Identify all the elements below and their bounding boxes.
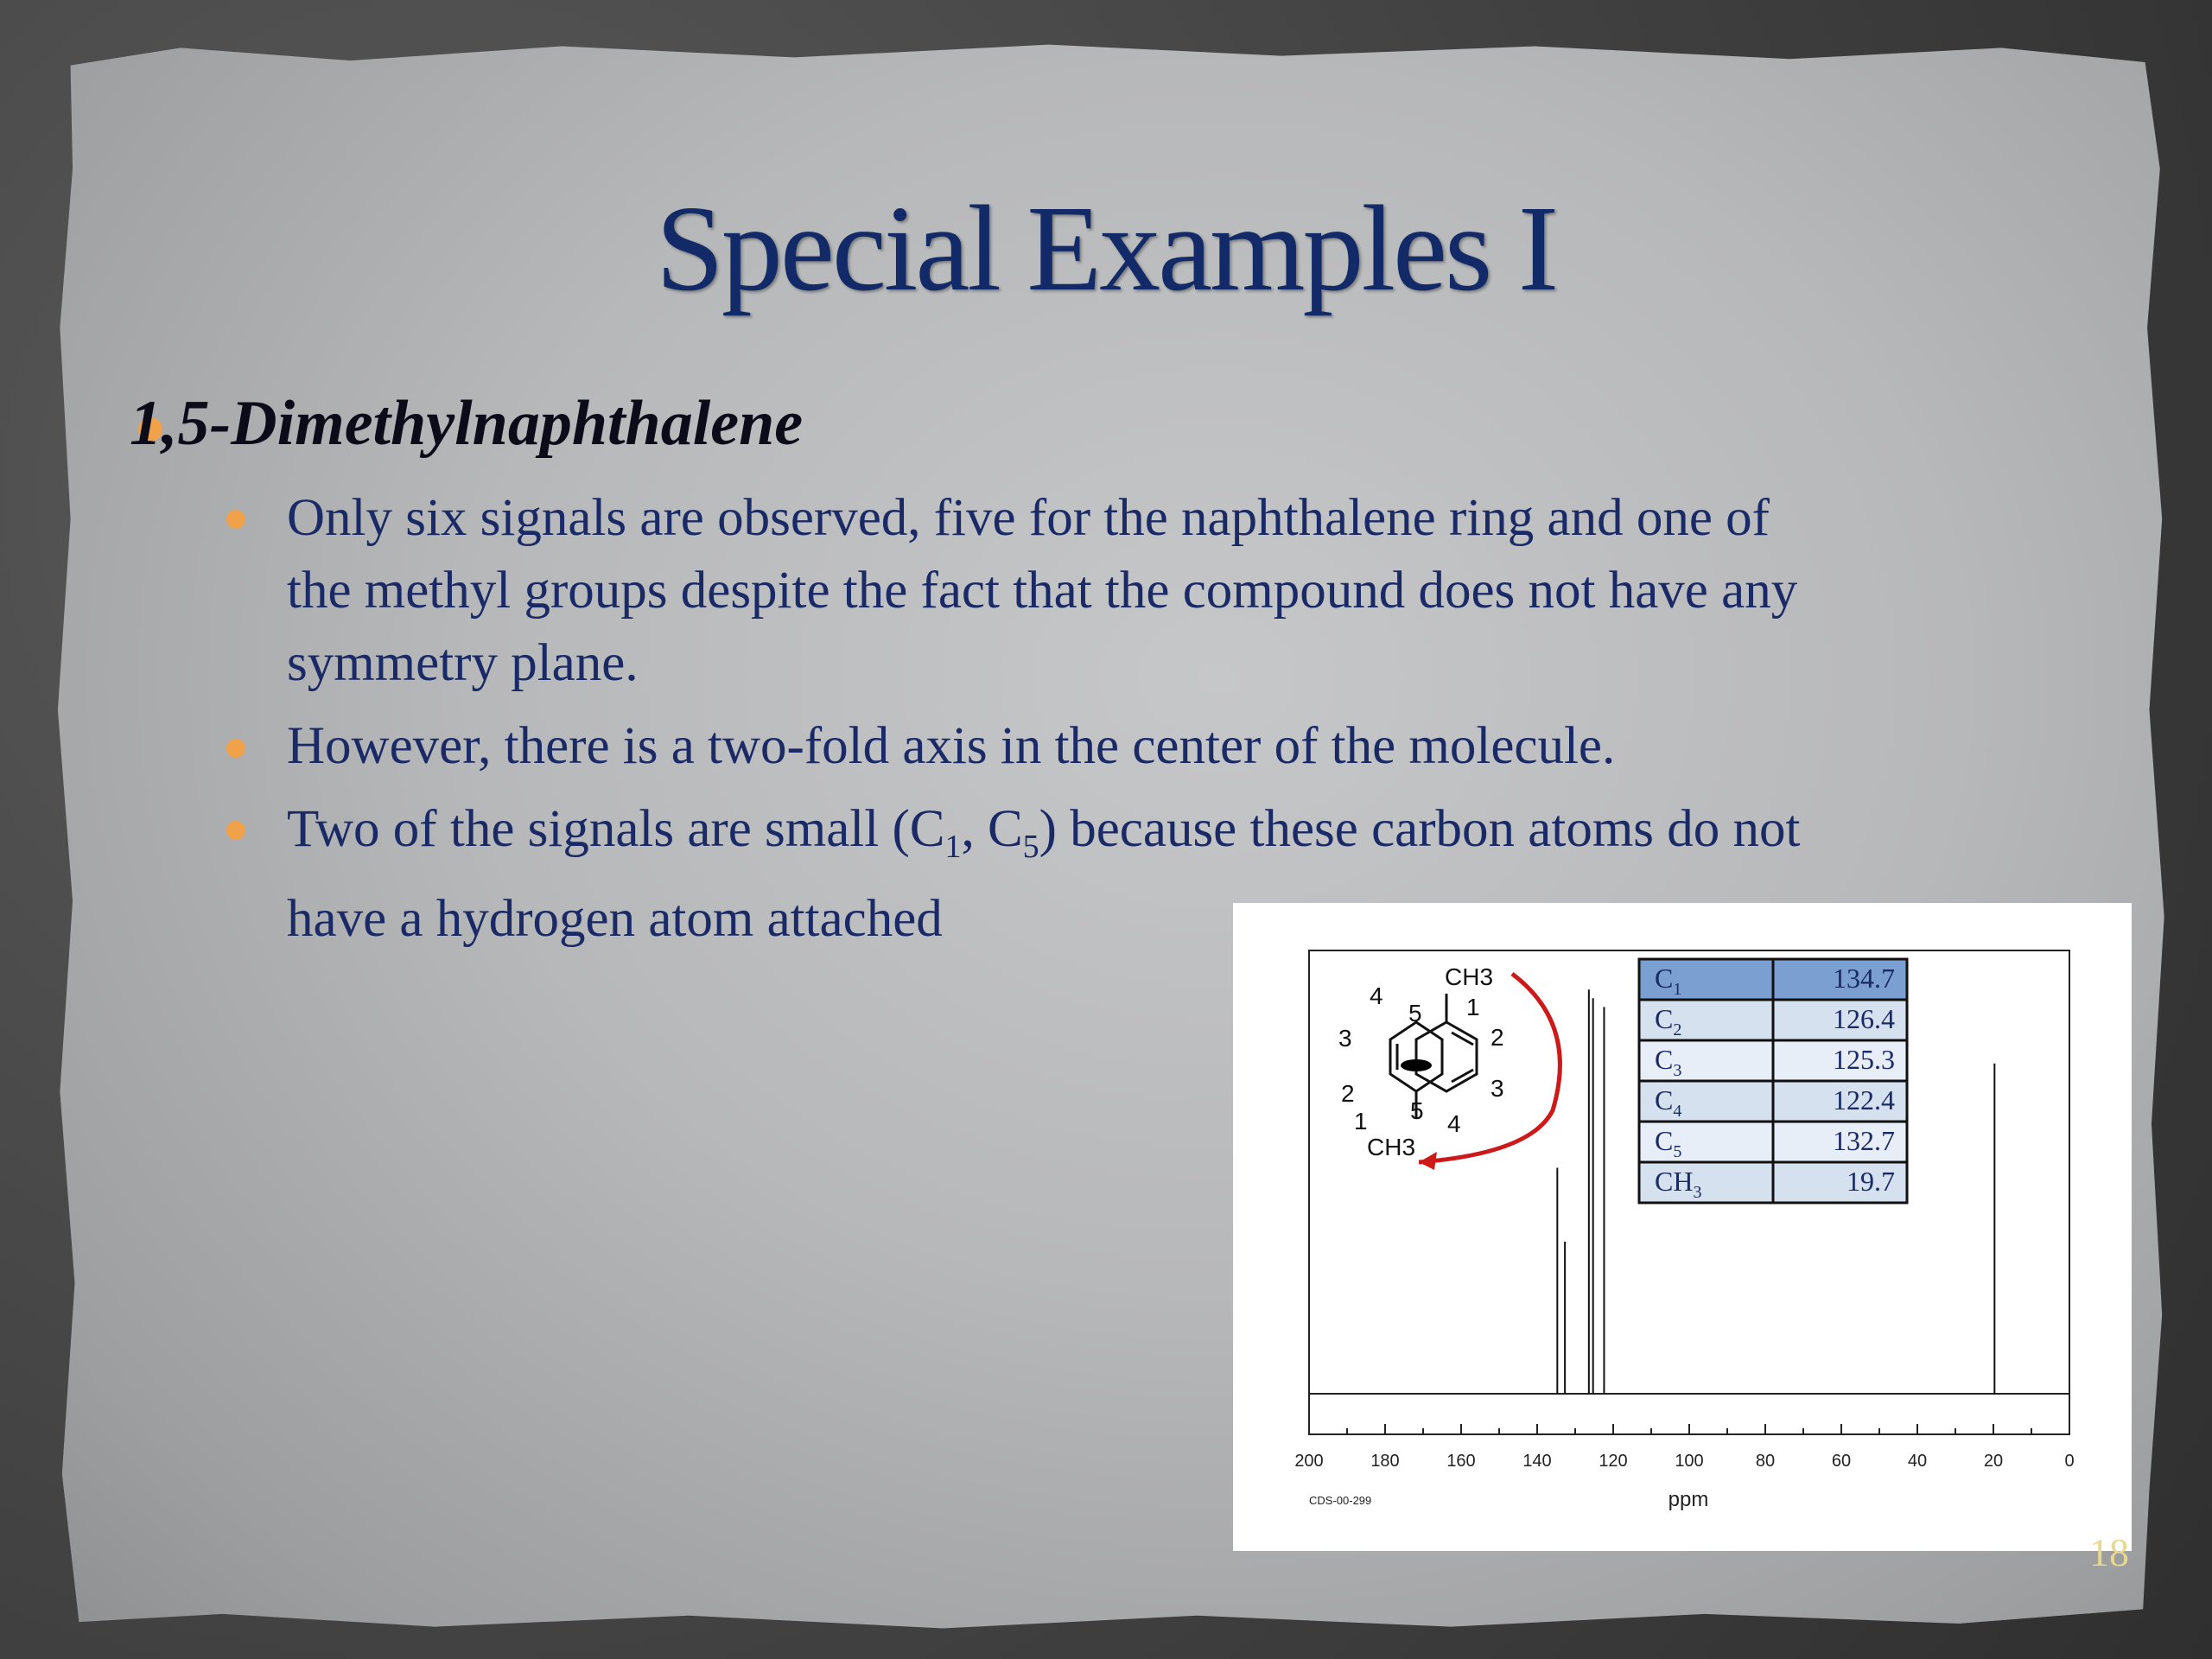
sub-bullet-dot — [226, 510, 245, 529]
x-tick-label: 0 — [2064, 1452, 2075, 1471]
nmr-spectrum-figure — [1233, 903, 2132, 1551]
table-shift-value: 19.7 — [1847, 1166, 1895, 1197]
table-carbon-label: $C_4$ — [1655, 1084, 1682, 1121]
table-shift-value: 122.4 — [1833, 1084, 1895, 1116]
locant-3: 3 — [1338, 1025, 1352, 1052]
bullet-line: symmetry plane. — [287, 634, 639, 692]
x-tick-label: 200 — [1294, 1452, 1324, 1471]
x-axis-ticks — [1294, 1424, 2074, 1471]
bullet-six-signals — [287, 482, 2093, 700]
symmetry-arrow — [1419, 974, 1560, 1162]
locant-4: 4 — [1370, 982, 1383, 1009]
table-shift-value: 134.7 — [1833, 963, 1895, 994]
two-fold-axis-symbol — [1401, 1059, 1432, 1071]
x-tick-label: 160 — [1446, 1452, 1476, 1471]
locant-4: 4 — [1447, 1110, 1461, 1137]
locant-1: 1 — [1354, 1108, 1368, 1135]
page-number: 18 — [2089, 1530, 2129, 1574]
x-tick-label: 180 — [1370, 1452, 1400, 1471]
x-tick-label: 80 — [1755, 1452, 1776, 1471]
ch3-top-label: CH3 — [1445, 963, 1494, 990]
table-carbon-label: $CH_3$ — [1655, 1166, 1702, 1202]
x-tick-label: 40 — [1907, 1452, 1928, 1471]
slide-title: Special Examples I — [655, 180, 1557, 316]
locant-1: 1 — [1466, 994, 1480, 1020]
table-carbon-label: $C_5$ — [1655, 1125, 1682, 1161]
bullet-line: Two of the signals are small ($C_1$, $C_5$) because these carbon atoms do not — [287, 800, 1801, 866]
arrow-head-icon — [1419, 1152, 1437, 1170]
bullet-compound-name: 1,5-Dimethylnaphthalene — [130, 388, 804, 459]
table-shift-value: 126.4 — [1833, 1003, 1895, 1034]
bullet-line: have a hydrogen atom attached — [287, 890, 943, 949]
locant-2: 2 — [1491, 1024, 1504, 1051]
bullet-two-fold-axis — [287, 710, 2093, 783]
x-tick-label: 20 — [1983, 1452, 2004, 1471]
bullet-line: Only six signals are observed, five for the naphthalene ring and one of — [287, 489, 1770, 547]
bullet-line: the methyl groups despite the fact that the compound does not have any — [287, 562, 1798, 620]
x-tick-label: 140 — [1522, 1452, 1552, 1471]
naphthalene-structure — [1390, 994, 1477, 1119]
spectrum-code: CDS-00-299 — [1309, 1494, 1372, 1507]
table-carbon-label: $C_3$ — [1655, 1044, 1682, 1080]
chemical-shift-table — [1639, 959, 1907, 1203]
nmr-spectrum-svg — [1233, 903, 2132, 1551]
x-tick-label: 100 — [1675, 1452, 1704, 1471]
bullet-line: However, there is a two-fold axis in the center of the molecule. — [287, 717, 1616, 775]
x-tick-label: 60 — [1831, 1452, 1852, 1471]
table-shift-value: 125.3 — [1833, 1044, 1895, 1075]
x-axis-label: ppm — [1668, 1488, 1709, 1511]
ch3-bottom-label: CH3 — [1367, 1134, 1416, 1160]
locant-3: 3 — [1491, 1075, 1504, 1102]
table-shift-value: 132.7 — [1833, 1125, 1895, 1156]
sub-bullet-dot — [226, 739, 245, 758]
locant-5: 5 — [1408, 1000, 1422, 1027]
sub-bullet-dot — [226, 821, 245, 840]
table-carbon-label: $C_1$ — [1655, 963, 1682, 999]
locant-2: 2 — [1341, 1080, 1355, 1107]
table-carbon-label: $C_2$ — [1655, 1003, 1682, 1039]
locant-5: 5 — [1410, 1097, 1424, 1124]
x-tick-label: 120 — [1599, 1452, 1628, 1471]
